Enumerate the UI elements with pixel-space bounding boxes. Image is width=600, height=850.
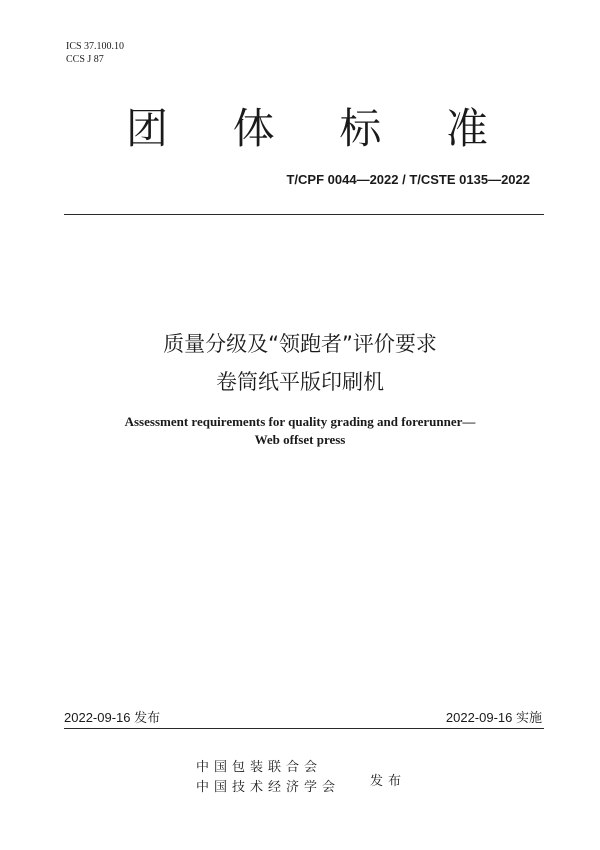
issue-date: 2022-09-16 发布: [64, 710, 161, 725]
standard-number: T/CPF 0044—2022 / T/CSTE 0135—2022: [286, 172, 530, 187]
issuer-org-1: 中国包装联合会: [196, 760, 323, 775]
implementation-date: 2022-09-16 实施: [445, 710, 542, 725]
title-en-line2: Web offset press: [254, 432, 346, 447]
ics-code: ICS 37.100.10: [66, 41, 125, 52]
top-divider: [64, 214, 544, 215]
title-zh-line1: 质量分级及“领跑者”评价要求: [163, 332, 437, 356]
main-title-char: 准: [445, 104, 488, 153]
issue-label: 发布: [370, 774, 407, 789]
main-title: [126, 96, 488, 156]
main-title-char: 团: [126, 104, 169, 153]
ccs-code: CCS J 87: [66, 54, 104, 65]
bottom-divider: [64, 728, 544, 729]
issuing-organizations: [196, 758, 340, 798]
issuer-org-2: 中国技术经济学会: [196, 780, 341, 795]
title-zh-line2: 卷筒纸平版印刷机: [216, 370, 384, 394]
title-en-line1: Assessment requirements for quality grading and forerunner—: [124, 414, 476, 429]
main-title-char: 体: [232, 104, 275, 153]
classification-codes: [66, 40, 124, 66]
main-title-char: 标: [339, 104, 382, 153]
